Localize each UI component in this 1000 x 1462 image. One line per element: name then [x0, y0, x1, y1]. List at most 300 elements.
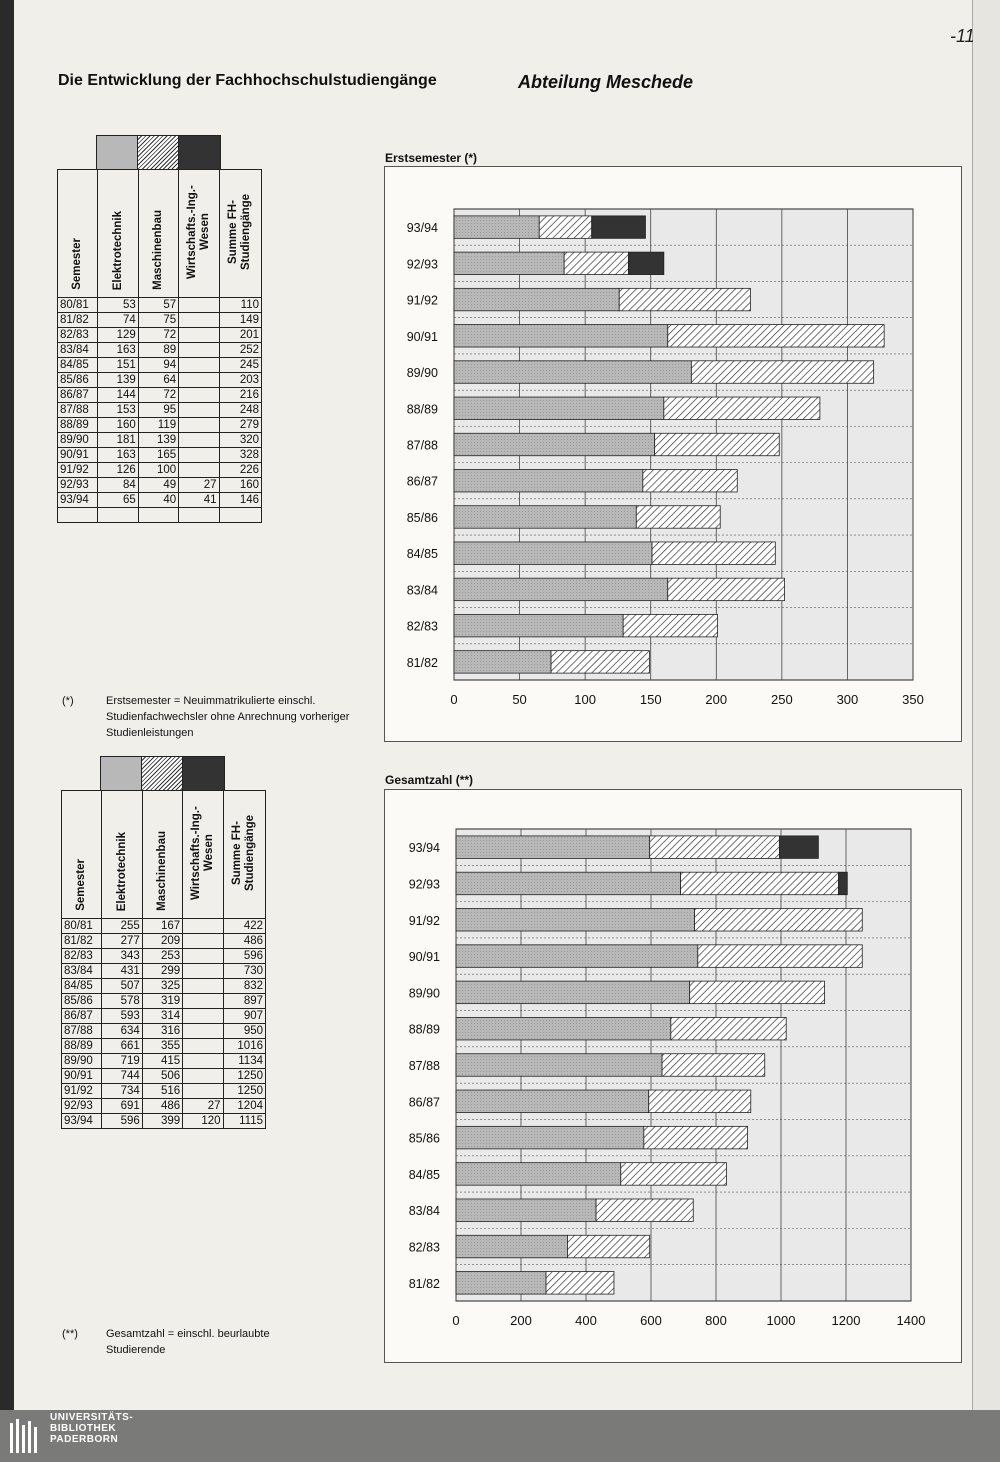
table-cell: 87/88 — [62, 1024, 102, 1039]
gesamtzahl-table — [61, 790, 266, 1129]
col-header-summe: Summe FH-Studiengänge — [231, 814, 257, 892]
table-cell: 65 — [98, 493, 138, 508]
table-cell: 209 — [142, 934, 182, 949]
table-cell: 72 — [138, 388, 178, 403]
bar-segment-maschinenbau — [623, 614, 717, 636]
table-cell: 163 — [98, 343, 138, 358]
table-row — [62, 919, 266, 934]
table-cell: 167 — [142, 919, 182, 934]
table-cell: 110 — [219, 298, 262, 313]
table-cell — [183, 934, 223, 949]
x-tick-label: 600 — [640, 1313, 662, 1328]
table-cell: 90/91 — [58, 448, 98, 463]
table-cell: 950 — [223, 1024, 266, 1039]
table-cell — [179, 313, 219, 328]
y-category-label: 84/85 — [406, 547, 438, 562]
table-row — [58, 418, 262, 433]
table-cell: 1250 — [223, 1069, 266, 1084]
table-cell: 734 — [102, 1084, 142, 1099]
bar-segment-maschinenbau — [621, 1163, 727, 1186]
bar-segment-maschinenbau — [668, 578, 785, 600]
bar-segment-elektrotechnik — [454, 325, 668, 347]
footnote-text: Gesamtzahl = einschl. beurlaubte Studierende — [106, 1328, 270, 1356]
table-row — [62, 1039, 266, 1054]
col-header-summe: Summe FH-Studiengänge — [227, 193, 253, 271]
table-cell: 126 — [98, 463, 138, 478]
table-cell: 431 — [102, 964, 142, 979]
table-cell: 85/86 — [58, 373, 98, 388]
table-cell: 1250 — [223, 1084, 266, 1099]
table-cell: 81/82 — [58, 313, 98, 328]
y-category-label: 92/93 — [406, 257, 438, 272]
bar-segment-maschinenbau — [596, 1199, 693, 1222]
col-header-semester: Semester — [75, 859, 88, 911]
table-row — [62, 934, 266, 949]
table-cell: 578 — [102, 994, 142, 1009]
table-empty-row — [58, 508, 262, 523]
bar-segment-elektrotechnik — [456, 1163, 621, 1186]
table-cell: 596 — [102, 1114, 142, 1129]
bar-segment-elektrotechnik — [454, 614, 623, 636]
table2-legend-swatch-elektrotechnik — [100, 756, 143, 791]
y-category-label: 89/90 — [408, 986, 440, 1001]
table-row — [58, 373, 262, 388]
table-row — [62, 979, 266, 994]
bar-segment-maschinenbau — [690, 981, 825, 1004]
footnote-text: Erstsemester = Neuimmatrikulierte einschl. Studienfachwechsler ohne Anrechnung vorheriger Studienleistungen — [106, 695, 350, 739]
table-row — [58, 388, 262, 403]
bar-segment-elektrotechnik — [456, 1017, 671, 1040]
table-cell: 593 — [102, 1009, 142, 1024]
bar-segment-elektrotechnik — [456, 872, 681, 895]
y-category-label: 87/88 — [408, 1059, 440, 1073]
library-footer-bar — [0, 1410, 1000, 1462]
table-cell: 87/88 — [58, 403, 98, 418]
table-cell: 1115 — [223, 1114, 266, 1129]
y-category-label: 88/89 — [408, 1022, 440, 1037]
table-cell: 516 — [142, 1084, 182, 1099]
table-cell: 100 — [138, 463, 178, 478]
table-cell: 325 — [142, 979, 182, 994]
table-cell: 89 — [138, 343, 178, 358]
table-cell — [183, 1024, 223, 1039]
bar-segment-maschinenbau — [691, 361, 873, 383]
table-cell: 83/84 — [62, 964, 102, 979]
page-number-handwritten: -11 — [950, 26, 975, 46]
bar-segment-maschinenbau — [567, 1235, 649, 1258]
bar-segment-elektrotechnik — [454, 361, 691, 383]
table-cell: 151 — [98, 358, 138, 373]
table-row — [58, 328, 262, 343]
table-cell: 57 — [138, 298, 178, 313]
table-cell: 355 — [142, 1039, 182, 1054]
table-row — [58, 343, 262, 358]
table-cell: 88/89 — [58, 418, 98, 433]
footnote-erstsemester — [62, 693, 362, 743]
col-header-maschinenbau: Maschinenbau — [151, 210, 164, 290]
y-category-label: 86/87 — [406, 474, 438, 489]
table-cell: 82/83 — [62, 949, 102, 964]
table-cell: 486 — [142, 1099, 182, 1114]
bar-segment-maschinenbau — [681, 872, 839, 895]
table-cell: 316 — [142, 1024, 182, 1039]
table-cell: 146 — [219, 493, 262, 508]
x-tick-label: 150 — [639, 692, 662, 707]
bar-segment-elektrotechnik — [456, 1272, 546, 1295]
table-cell — [179, 403, 219, 418]
table-cell: 75 — [138, 313, 178, 328]
table-cell: 64 — [138, 373, 178, 388]
table-row — [58, 298, 262, 313]
x-tick-label: 200 — [705, 692, 728, 707]
x-tick-label: 0 — [452, 1313, 460, 1328]
table1-legend-swatch-elektrotechnik — [96, 135, 139, 170]
table-cell: 27 — [183, 1099, 223, 1114]
table-cell: 160 — [98, 418, 138, 433]
table-cell: 165 — [138, 448, 178, 463]
table-cell: 248 — [219, 403, 262, 418]
bar-segment-elektrotechnik — [456, 909, 695, 932]
table-cell: 216 — [219, 388, 262, 403]
table-cell — [179, 298, 219, 313]
bar-segment-maschinenbau — [546, 1272, 614, 1295]
footnote-marker: (*) — [62, 695, 74, 707]
table-cell: 907 — [223, 1009, 266, 1024]
bar-segment-maschinenbau — [649, 1090, 751, 1113]
bar-segment-elektrotechnik — [454, 578, 668, 600]
page-binding-edge — [0, 0, 14, 1410]
table-cell: 399 — [142, 1114, 182, 1129]
bar-segment-elektrotechnik — [454, 651, 551, 673]
table-cell: 181 — [98, 433, 138, 448]
table-cell: 40 — [138, 493, 178, 508]
erstsemester-chart — [384, 166, 962, 742]
bar-segment-elektrotechnik — [456, 981, 690, 1004]
table-cell: 744 — [102, 1069, 142, 1084]
table-cell: 634 — [102, 1024, 142, 1039]
table-cell: 730 — [223, 964, 266, 979]
bar-segment-elektrotechnik — [454, 433, 655, 455]
bar-segment-maschinenbau — [695, 909, 863, 932]
bar-segment-elektrotechnik — [456, 1126, 644, 1149]
table-cell: 320 — [219, 433, 262, 448]
table-row — [58, 463, 262, 478]
bar-segment-maschinenbau — [655, 433, 780, 455]
table-cell — [183, 979, 223, 994]
table-cell — [179, 328, 219, 343]
table-cell — [179, 448, 219, 463]
bar-segment-elektrotechnik — [456, 1054, 662, 1077]
table-row — [58, 403, 262, 418]
table-cell: 203 — [219, 373, 262, 388]
table-cell: 89/90 — [62, 1054, 102, 1069]
table-cell — [183, 1039, 223, 1054]
y-category-label: 85/86 — [406, 510, 438, 525]
table-cell: 245 — [219, 358, 262, 373]
bar-segment-elektrotechnik — [454, 216, 539, 238]
bar-segment-elektrotechnik — [456, 1090, 649, 1113]
table-cell: 422 — [223, 919, 266, 934]
adjacent-page-strip — [972, 0, 1000, 1410]
table-row — [58, 433, 262, 448]
table-cell: 253 — [142, 949, 182, 964]
bar-segment-wirtschaft — [839, 872, 848, 895]
table-cell: 84/85 — [58, 358, 98, 373]
table-cell: 72 — [138, 328, 178, 343]
bar-segment-wirtschaft — [628, 252, 663, 274]
bar-segment-elektrotechnik — [454, 469, 643, 491]
table-row — [62, 964, 266, 979]
x-tick-label: 200 — [510, 1313, 532, 1328]
y-category-label: 81/82 — [406, 655, 438, 670]
bar-segment-maschinenbau — [636, 506, 720, 528]
table-cell: 93/94 — [58, 493, 98, 508]
y-category-label: 81/82 — [408, 1276, 440, 1291]
table-cell: 91/92 — [58, 463, 98, 478]
table-row — [62, 1099, 266, 1114]
table-cell: 129 — [98, 328, 138, 343]
table-cell: 415 — [142, 1054, 182, 1069]
y-category-label: 90/91 — [408, 950, 440, 965]
table-cell: 82/83 — [58, 328, 98, 343]
table-row — [58, 478, 262, 493]
table-cell — [179, 388, 219, 403]
table-row — [62, 994, 266, 1009]
logo-line: UNIVERSITÄTS- — [50, 1412, 134, 1423]
y-category-label: 93/94 — [408, 841, 440, 856]
col-header-maschinenbau: Maschinenbau — [155, 831, 168, 911]
table2-legend-swatch-wirtschaft — [182, 756, 225, 791]
bar-segment-maschinenbau — [644, 1126, 748, 1149]
x-tick-label: 300 — [836, 692, 859, 707]
bar-segment-maschinenbau — [662, 1054, 765, 1077]
table-header-row — [62, 791, 266, 919]
col-header-elektrotechnik: Elektrotechnik — [111, 210, 124, 290]
y-category-label: 91/92 — [406, 293, 438, 308]
y-category-label: 86/87 — [408, 1095, 440, 1110]
table-cell: 897 — [223, 994, 266, 1009]
y-category-label: 92/93 — [408, 877, 440, 892]
table-cell: 94 — [138, 358, 178, 373]
table-cell: 53 — [98, 298, 138, 313]
gesamtzahl-chart — [384, 789, 962, 1363]
y-category-label: 93/94 — [406, 221, 438, 236]
table-cell — [183, 1069, 223, 1084]
table-cell — [183, 964, 223, 979]
footnote-gesamtzahl — [62, 1326, 362, 1366]
table-cell: 41 — [179, 493, 219, 508]
table-cell: 314 — [142, 1009, 182, 1024]
table-cell: 486 — [223, 934, 266, 949]
table-cell: 691 — [102, 1099, 142, 1114]
table-cell: 153 — [98, 403, 138, 418]
table-cell: 255 — [102, 919, 142, 934]
table-cell: 27 — [179, 478, 219, 493]
table-cell: 80/81 — [62, 919, 102, 934]
table-cell: 1134 — [223, 1054, 266, 1069]
table-header-row — [58, 170, 262, 298]
table-cell — [183, 919, 223, 934]
table-cell: 144 — [98, 388, 138, 403]
table-cell — [183, 1084, 223, 1099]
table-cell: 90/91 — [62, 1069, 102, 1084]
table-cell: 719 — [102, 1054, 142, 1069]
y-category-label: 88/89 — [406, 402, 438, 417]
x-tick-label: 0 — [450, 692, 458, 707]
table-cell: 163 — [98, 448, 138, 463]
table-cell — [183, 1054, 223, 1069]
table-cell: 81/82 — [62, 934, 102, 949]
bar-segment-elektrotechnik — [456, 945, 698, 968]
chart2-title: Gesamtzahl (**) — [385, 773, 474, 787]
bar-segment-elektrotechnik — [456, 1199, 596, 1222]
bar-segment-elektrotechnik — [454, 288, 619, 310]
x-tick-label: 350 — [902, 692, 924, 707]
bar-segment-elektrotechnik — [454, 252, 564, 274]
table-row — [62, 1069, 266, 1084]
table-cell: 92/93 — [62, 1099, 102, 1114]
bar-segment-elektrotechnik — [456, 836, 650, 859]
table-row — [62, 949, 266, 964]
table-cell: 201 — [219, 328, 262, 343]
bar-segment-maschinenbau — [619, 288, 750, 310]
col-header-wirtschaft: Wirtschafts.-Ing.-Wesen — [185, 185, 211, 279]
table-row — [62, 1054, 266, 1069]
table-cell: 343 — [102, 949, 142, 964]
x-tick-label: 100 — [574, 692, 596, 707]
y-category-label: 83/84 — [408, 1204, 440, 1219]
bar-segment-maschinenbau — [671, 1017, 786, 1040]
table-cell: 85/86 — [62, 994, 102, 1009]
table-cell — [183, 949, 223, 964]
bar-segment-maschinenbau — [698, 945, 862, 968]
table-cell: 252 — [219, 343, 262, 358]
bar-segment-maschinenbau — [650, 836, 780, 859]
table-cell: 149 — [219, 313, 262, 328]
table-cell: 277 — [102, 934, 142, 949]
y-category-label: 82/83 — [406, 619, 438, 634]
y-category-label: 87/88 — [406, 438, 438, 453]
table-cell: 1016 — [223, 1039, 266, 1054]
bar-segment-maschinenbau — [668, 325, 884, 347]
bar-segment-maschinenbau — [564, 252, 628, 274]
x-tick-label: 800 — [705, 1313, 727, 1328]
bar-segment-maschinenbau — [652, 542, 775, 564]
y-category-label: 83/84 — [406, 583, 438, 598]
table-cell — [183, 994, 223, 1009]
table-cell — [183, 1009, 223, 1024]
bar-segment-maschinenbau — [551, 651, 649, 673]
col-header-elektrotechnik: Elektrotechnik — [115, 831, 128, 911]
col-header-semester: Semester — [71, 238, 84, 290]
footnote-marker: (**) — [62, 1328, 78, 1340]
table2-legend-swatch-maschinenbau — [141, 756, 184, 791]
table1-legend-swatch-maschinenbau — [137, 135, 180, 170]
x-tick-label: 1400 — [896, 1313, 926, 1328]
table-cell: 661 — [102, 1039, 142, 1054]
table-cell — [179, 418, 219, 433]
department-title: Abteilung Meschede — [518, 72, 694, 92]
x-tick-label: 250 — [771, 692, 793, 707]
page-title: Die Entwicklung der Fachhochschulstudiengänge — [58, 72, 437, 89]
bar-segment-elektrotechnik — [454, 542, 652, 564]
bar-segment-elektrotechnik — [454, 506, 636, 528]
table-cell: 119 — [138, 418, 178, 433]
table-cell: 49 — [138, 478, 178, 493]
table1-legend-swatch-wirtschaft — [178, 135, 221, 170]
table-cell: 1204 — [223, 1099, 266, 1114]
table-cell: 92/93 — [58, 478, 98, 493]
y-category-label: 85/86 — [408, 1131, 440, 1146]
table-cell: 139 — [98, 373, 138, 388]
table-cell — [179, 358, 219, 373]
table-cell: 93/94 — [62, 1114, 102, 1129]
erstsemester-table — [57, 169, 262, 523]
table-cell: 95 — [138, 403, 178, 418]
table-row — [58, 358, 262, 373]
table-cell: 89/90 — [58, 433, 98, 448]
bar-segment-maschinenbau — [643, 469, 737, 491]
table-row — [58, 313, 262, 328]
table-cell: 160 — [219, 478, 262, 493]
table-cell: 74 — [98, 313, 138, 328]
x-tick-label: 1200 — [831, 1313, 861, 1328]
table-cell: 80/81 — [58, 298, 98, 313]
bar-segment-maschinenbau — [539, 216, 591, 238]
col-header-wirtschaft: Wirtschafts.-Ing.-Wesen — [189, 806, 215, 900]
x-tick-label: 50 — [512, 692, 527, 707]
logo-line: BIBLIOTHEK — [50, 1423, 117, 1434]
x-tick-label: 400 — [575, 1313, 597, 1328]
y-category-label: 84/85 — [408, 1167, 440, 1182]
table-cell: 832 — [223, 979, 266, 994]
table-cell: 506 — [142, 1069, 182, 1084]
table-cell: 86/87 — [62, 1009, 102, 1024]
table-cell: 84/85 — [62, 979, 102, 994]
table-cell: 86/87 — [58, 388, 98, 403]
table-cell: 139 — [138, 433, 178, 448]
table-cell: 91/92 — [62, 1084, 102, 1099]
bar-segment-maschinenbau — [664, 397, 820, 419]
library-logo-icon — [8, 1415, 44, 1459]
table-cell: 120 — [183, 1114, 223, 1129]
table-row — [62, 1024, 266, 1039]
table-row — [62, 1114, 266, 1129]
table-cell — [179, 433, 219, 448]
table-row — [62, 1084, 266, 1099]
table-cell — [179, 463, 219, 478]
table-cell — [179, 343, 219, 358]
bar-segment-wirtschaft — [592, 216, 646, 238]
library-logo-text — [50, 1412, 133, 1445]
table-cell: 279 — [219, 418, 262, 433]
table-cell: 83/84 — [58, 343, 98, 358]
x-tick-label: 1000 — [766, 1313, 796, 1328]
table-cell: 319 — [142, 994, 182, 1009]
bar-segment-elektrotechnik — [456, 1235, 567, 1258]
table-cell: 328 — [219, 448, 262, 463]
y-category-label: 91/92 — [408, 913, 440, 928]
chart1-title: Erstsemester (*) — [385, 151, 478, 165]
table-cell: 84 — [98, 478, 138, 493]
table-cell: 88/89 — [62, 1039, 102, 1054]
y-category-label: 90/91 — [406, 329, 438, 344]
table-cell — [179, 373, 219, 388]
table-cell: 596 — [223, 949, 266, 964]
table-row — [58, 493, 262, 508]
logo-line: PADERBORN — [50, 1434, 119, 1445]
y-category-label: 82/83 — [408, 1240, 440, 1255]
